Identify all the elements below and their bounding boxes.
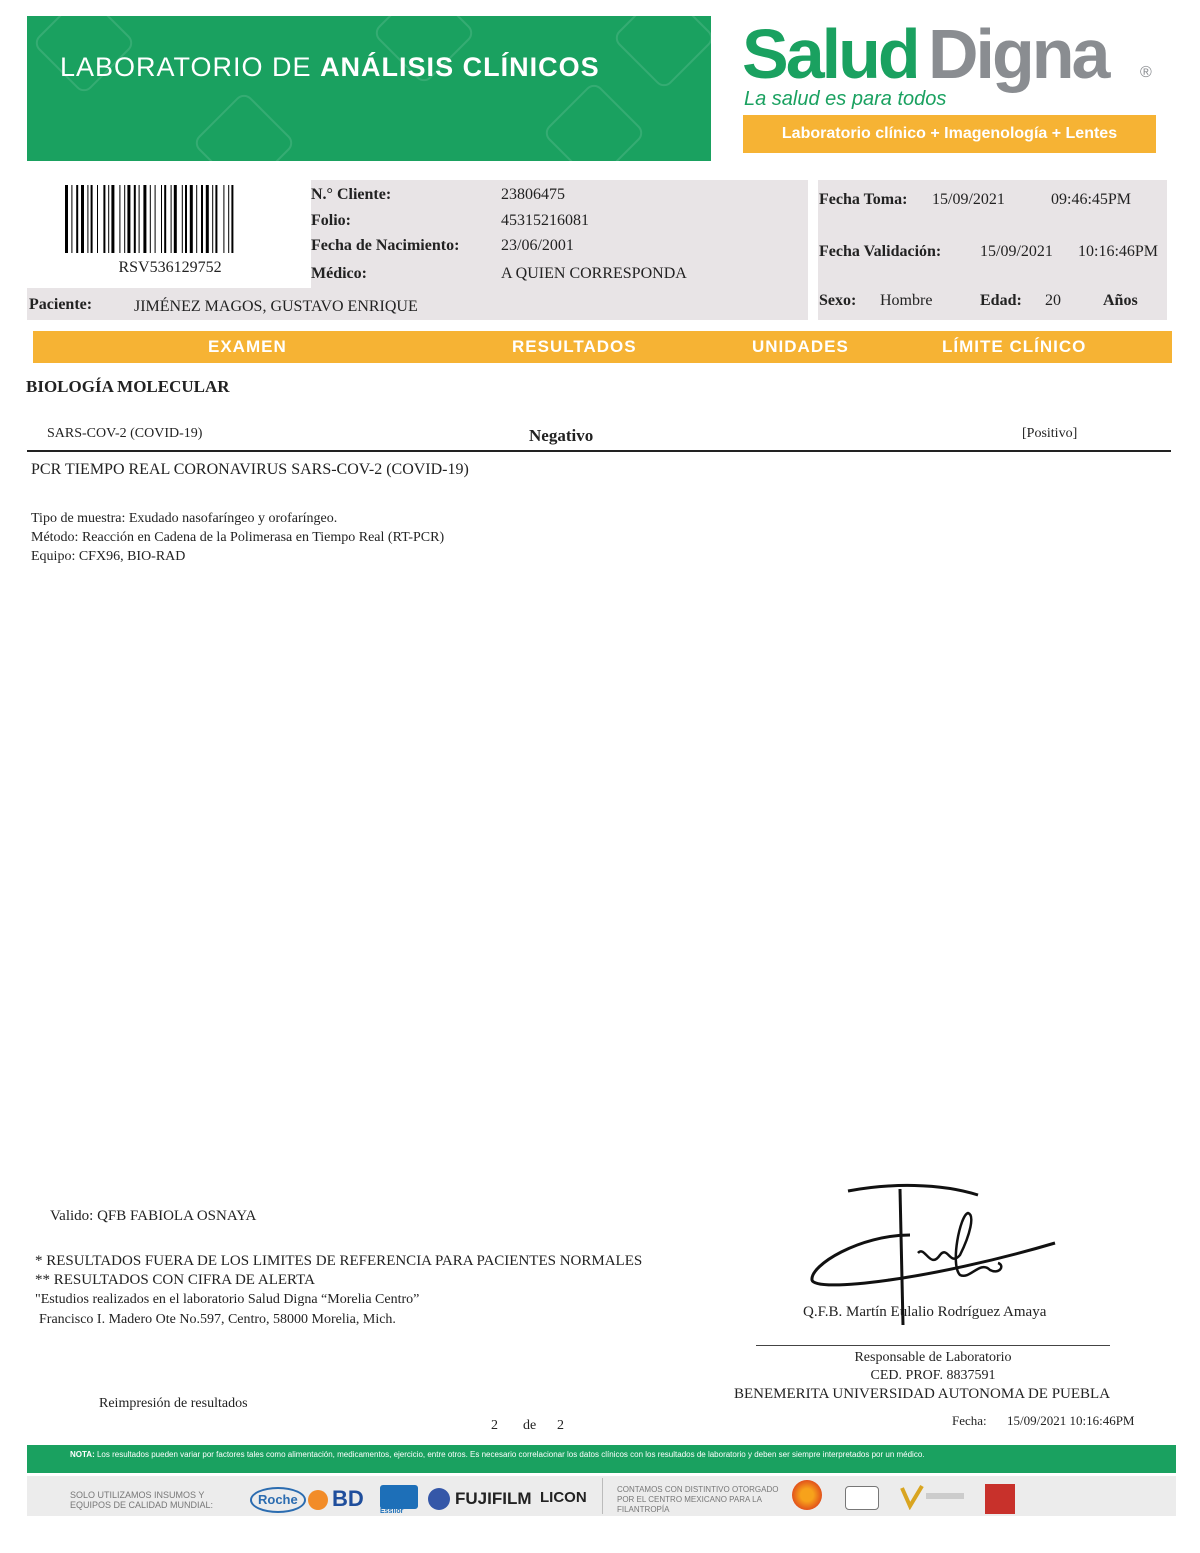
birth-label: Fecha de Nacimiento: <box>311 237 460 254</box>
doctor-label: Médico: <box>311 265 367 282</box>
barcode-bar <box>108 185 109 253</box>
logo-salud: Salud <box>742 15 918 93</box>
brand-bd-logo: BD <box>332 1486 364 1511</box>
page-of: de <box>523 1418 537 1433</box>
barcode-bar <box>201 185 203 253</box>
reprint-label: Reimpresión de resultados <box>99 1396 248 1411</box>
test-limit: [Positivo] <box>1022 426 1078 441</box>
barcode-bar <box>139 185 140 253</box>
validated-by: Valido: QFB FABIOLA OSNAYA <box>50 1208 257 1224</box>
barcode-bar <box>150 185 151 253</box>
banner-pattern-shape <box>542 81 647 161</box>
disclaimer-body: Los resultados pueden variar por factores tales como alimentación, medicamentos, ejercicio, entre otros. Es necesario correlacionar los datos clínicos con los resultados de laboratorio y deben ser siempre interpretados por un médico. <box>96 1450 925 1459</box>
bd-sun-icon <box>308 1490 328 1510</box>
barcode-bar <box>81 185 84 253</box>
barcode-bar <box>111 185 114 253</box>
method-title: PCR TIEMPO REAL CORONAVIRUS SARS-COV-2 (COVID-19) <box>31 461 469 478</box>
banner-pattern-shape <box>192 91 297 161</box>
signer-license: CED. PROF. 8837591 <box>870 1368 996 1383</box>
barcode-bar <box>185 185 187 253</box>
barcode-bar <box>155 185 156 253</box>
note-alert: ** RESULTADOS CON CIFRA DE ALERTA <box>35 1272 315 1288</box>
banner-title-bold: ANÁLISIS CLÍNICOS <box>320 52 600 82</box>
toma-label: Fecha Toma: <box>819 191 908 208</box>
result-divider <box>27 450 1171 452</box>
partner-divider <box>602 1478 603 1514</box>
method-text: Método: Reacción en Cadena de la Polimerasa en Tiempo Real (RT-PCR) <box>31 530 445 545</box>
validation-date: 15/09/2021 <box>980 243 1053 260</box>
barcode-bar <box>65 185 68 253</box>
quality-statement: SOLO UTILIZAMOS INSUMOS Y EQUIPOS DE CALIDAD MUNDIAL: <box>70 1490 214 1510</box>
barcode-bar <box>174 185 177 253</box>
sex-value: Hombre <box>880 292 933 309</box>
age-value: 20 <box>1045 292 1061 309</box>
brand-roche-logo: Roche <box>250 1487 306 1513</box>
toma-date: 15/09/2021 <box>932 191 1005 208</box>
services-banner: Laboratorio clínico + Imagenología + Lentes <box>743 115 1156 153</box>
note-address: Francisco I. Madero Ote No.597, Centro, 58000 Morelia, Mich. <box>39 1312 396 1327</box>
brand-licon-logo: LICON <box>540 1489 587 1506</box>
test-name: SARS-COV-2 (COVID-19) <box>47 426 203 441</box>
certification-badge-icon <box>845 1486 879 1510</box>
ge-logo-icon <box>428 1488 450 1510</box>
barcode-bar <box>182 185 183 253</box>
sample-type: Tipo de muestra: Exudado nasofaríngeo y orofaríngeo. <box>31 511 338 526</box>
footer-date-label: Fecha: <box>952 1413 987 1428</box>
esr-badge-icon <box>792 1480 822 1510</box>
essilor-logo-icon <box>380 1485 418 1509</box>
barcode-bar <box>76 185 78 253</box>
barcode-bar <box>206 185 209 253</box>
banner-pattern-shape <box>612 16 711 90</box>
signer-university: BENEMERITA UNIVERSIDAD AUTONOMA DE PUEBLA <box>734 1386 1111 1402</box>
logo-tagline: La salud es para todos <box>744 88 947 110</box>
age-label: Edad: <box>980 292 1022 309</box>
barcode-bar <box>91 185 93 253</box>
banner-title-prefix: LABORATORIO DE <box>60 52 321 82</box>
barcode-bar <box>119 185 120 253</box>
distintivo-statement: CONTAMOS CON DISTINTIVO OTORGADO POR EL CENTRO MEXICANO PARA LA FILANTROPÍA <box>617 1485 779 1514</box>
barcode-bar <box>127 185 130 253</box>
validation-label: Fecha Validación: <box>819 243 942 260</box>
age-unit: Años <box>1103 292 1138 309</box>
banner-title <box>60 52 600 83</box>
validation-time: 10:16:46PM <box>1078 243 1159 260</box>
logo-registered-mark: ® <box>1140 64 1152 81</box>
disclaimer-label: NOTA: <box>70 1450 95 1459</box>
lab-banner <box>27 16 711 161</box>
client-value: 23806475 <box>501 186 565 203</box>
brand-essilor-logo: Essilor <box>380 1508 404 1515</box>
institutional-seal-icon <box>985 1484 1015 1514</box>
col-units: UNIDADES <box>752 337 849 356</box>
barcode-bar <box>212 185 213 253</box>
signer-name: Q.F.B. Martín Eulalio Rodríguez Amaya <box>803 1304 1047 1320</box>
col-results: RESULTADOS <box>512 337 637 356</box>
col-exam: EXAMEN <box>208 337 287 356</box>
barcode-bar <box>143 185 146 253</box>
barcode-bar <box>71 185 72 253</box>
page-total: 2 <box>557 1418 564 1433</box>
signature-line <box>756 1345 1110 1346</box>
barcode-bar <box>223 185 224 253</box>
toma-time: 09:46:45PM <box>1051 191 1132 208</box>
barcode-bar <box>134 185 136 253</box>
test-result: Negativo <box>529 426 594 445</box>
client-label: N.° Cliente: <box>311 186 392 203</box>
barcode-bar <box>161 185 162 253</box>
barcode-bar <box>231 185 233 253</box>
page-current: 2 <box>491 1418 498 1433</box>
barcode-bar <box>97 185 98 253</box>
barcode-bar <box>87 185 88 253</box>
barcode <box>65 185 275 253</box>
barcode-bar <box>228 185 229 253</box>
note-lab: "Estudios realizados en el laboratorio Salud Digna “Morelia Centro” <box>35 1292 420 1307</box>
barcode-bar <box>196 185 197 253</box>
footer-date-value: 15/09/2021 10:16:46PM <box>1007 1413 1135 1428</box>
equipment-text: Equipo: CFX96, BIO-RAD <box>31 549 186 564</box>
barcode-bar <box>103 185 105 253</box>
doctor-value: A QUIEN CORRESPONDA <box>501 265 687 282</box>
note-out-of-range: * RESULTADOS FUERA DE LOS LIMITES DE REFERENCIA PARA PACIENTES NORMALES <box>35 1253 643 1269</box>
disclaimer-text <box>70 1449 1150 1460</box>
folio-value: 45315216081 <box>501 212 589 229</box>
barcode-bar <box>124 185 125 253</box>
sex-label: Sexo: <box>819 292 857 309</box>
barcode-bar <box>190 185 193 253</box>
logo-digna: Digna <box>928 15 1108 93</box>
col-limit: LÍMITE CLÍNICO <box>942 337 1087 356</box>
folio-label: Folio: <box>311 212 351 229</box>
barcode-bar <box>164 185 166 253</box>
quality-award-icon <box>900 1484 968 1510</box>
brand-fujifilm-logo: FUJIFILM <box>455 1489 532 1508</box>
barcode-bar <box>215 185 217 253</box>
signer-role: Responsable de Laboratorio <box>854 1350 1012 1365</box>
barcode-number: RSV536129752 <box>118 259 222 276</box>
patient-label: Paciente: <box>29 296 93 313</box>
birth-value: 23/06/2001 <box>501 237 574 254</box>
patient-value: JIMÉNEZ MAGOS, GUSTAVO ENRIQUE <box>134 298 418 315</box>
barcode-bar <box>171 185 172 253</box>
section-title: BIOLOGÍA MOLECULAR <box>26 377 230 396</box>
